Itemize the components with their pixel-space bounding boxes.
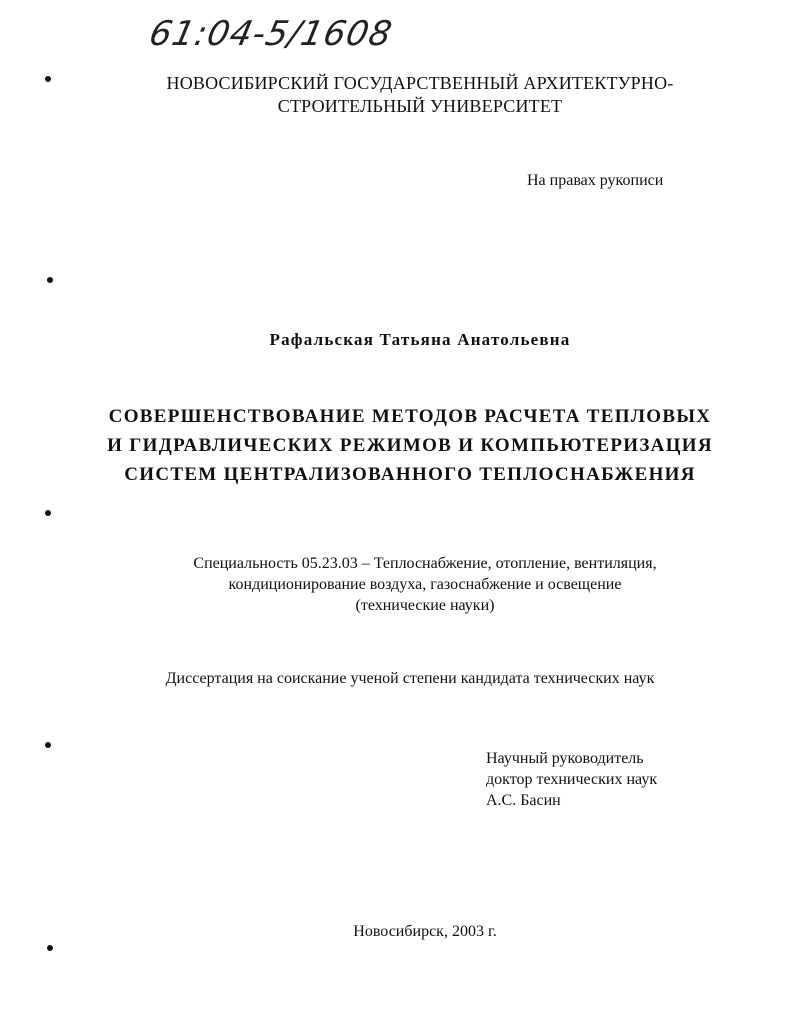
handwritten-archive-number: 61:04-5/1608 [145,14,397,54]
specialty-line-1: Специальность 05.23.03 – Теплоснабжение, отопление, вентиляция, [193,555,657,572]
rights-note: На правах рукописи [527,172,664,189]
supervisor-block [486,748,657,811]
university-line-2: СТРОИТЕЛЬНЫЙ УНИВЕРСИТЕТ [277,96,563,116]
supervisor-degree: доктор технических наук [486,771,658,788]
author-name: Рафальская Татьяна Анатольевна [269,330,571,349]
dissertation-title [60,402,760,489]
binding-hole-mark [47,277,53,283]
title-line-3: СИСТЕМ ЦЕНТРАЛИЗОВАННОГО ТЕПЛОСНАБЖЕНИЯ [124,464,696,485]
specialty-line-3: (технические науки) [355,597,495,614]
binding-hole-mark [45,742,51,748]
title-line-2: И ГИДРАВЛИЧЕСКИХ РЕЖИМОВ И КОМПЬЮТЕРИЗАЦИЯ [107,435,713,456]
binding-hole-mark [45,76,51,82]
supervisor-name: А.С. Басин [486,792,561,809]
supervisor-role: Научный руководитель [486,750,644,767]
dissertation-degree-note: Диссертация на соискание ученой степени кандидата технических наук [165,670,655,687]
binding-hole-mark [47,945,53,951]
university-line-1: НОВОСИБИРСКИЙ ГОСУДАРСТВЕННЫЙ АРХИТЕКТУРНО- [166,73,674,93]
university-name [100,72,740,118]
specialty-block [100,553,750,616]
specialty-line-2: кондиционирование воздуха, газоснабжение и освещение [228,576,622,593]
city-year: Новосибирск, 2003 г. [353,923,497,940]
binding-hole-mark [45,510,51,516]
title-line-1: СОВЕРШЕНСТВОВАНИЕ МЕТОДОВ РАСЧЕТА ТЕПЛОВЫХ [108,406,712,427]
